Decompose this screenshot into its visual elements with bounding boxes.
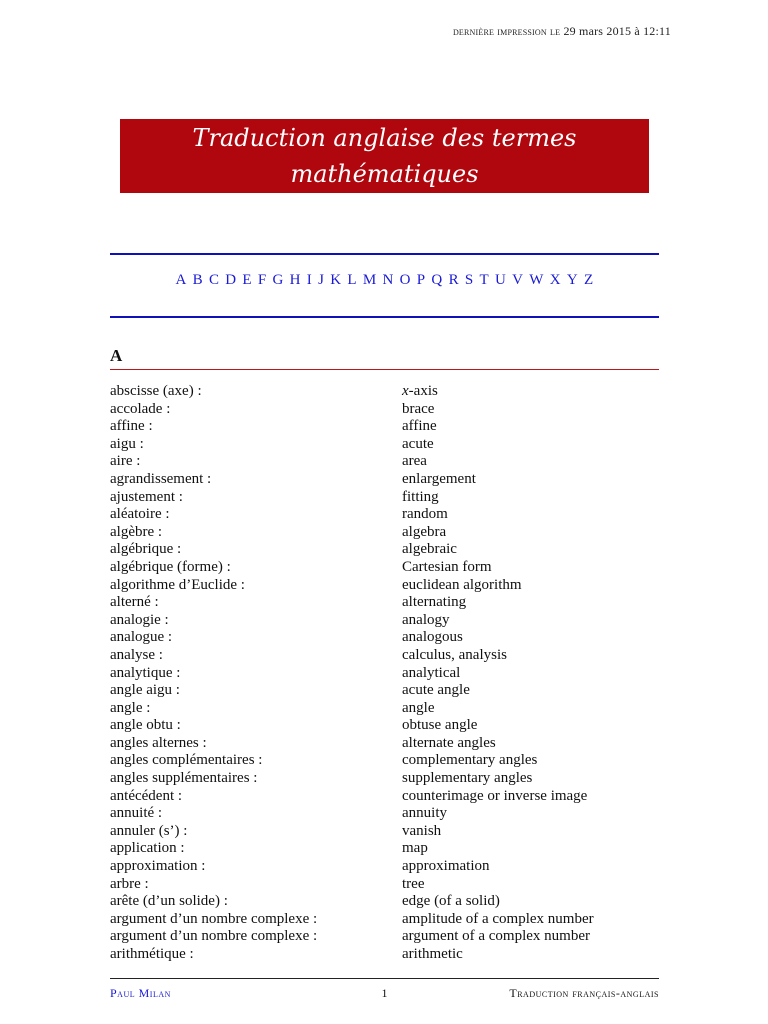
english-term: obtuse angle [402, 717, 478, 734]
glossary-entry [110, 612, 659, 630]
footer-author: Paul Milan [110, 986, 171, 1000]
french-term: aire : [110, 453, 141, 470]
english-term: Cartesian form [402, 558, 492, 575]
bottom-divider [110, 316, 659, 318]
french-term: approximation : [110, 858, 206, 875]
english-term: euclidean algorithm [402, 576, 522, 593]
english-term: vanish [402, 822, 442, 839]
alphabet-index [110, 272, 659, 289]
french-term: abscisse (axe) : [110, 383, 202, 399]
french-term: angle : [110, 699, 151, 716]
english-term: analogous [402, 629, 463, 646]
glossary-entry [110, 946, 659, 964]
glossary-entry [110, 735, 659, 753]
section-heading: A [110, 346, 123, 365]
english-term: area [402, 453, 427, 470]
glossary-entry [110, 453, 659, 471]
french-term: alterné : [110, 594, 159, 611]
french-term: angle aigu : [110, 682, 180, 699]
english-term: supplementary angles [402, 770, 533, 787]
french-term: angles alternes : [110, 734, 207, 751]
french-term: affine : [110, 418, 153, 435]
alphabet-link-o[interactable]: O [399, 272, 411, 288]
footer-rule [110, 978, 659, 979]
alphabet-link-a[interactable]: A [175, 272, 187, 288]
english-term: alternating [402, 594, 467, 611]
print-time: 12:11 [643, 24, 671, 38]
glossary-entry [110, 577, 659, 595]
english-term: acute angle [402, 682, 470, 699]
glossary-entry [110, 682, 659, 700]
glossary-entry [110, 524, 659, 542]
page-number: 1 [381, 986, 388, 1000]
alphabet-link-w[interactable]: W [529, 272, 544, 288]
alphabet-link-d[interactable]: D [225, 272, 237, 288]
glossary-entry [110, 717, 659, 735]
glossary-entry [110, 840, 659, 858]
french-term: analyse : [110, 646, 163, 663]
english-term: affine [402, 418, 437, 435]
french-term: accolade : [110, 400, 171, 417]
glossary-entry [110, 752, 659, 770]
glossary-entry [110, 629, 659, 647]
english-term: edge (of a solid) [402, 893, 500, 910]
english-term: random [402, 506, 448, 523]
english-term: counterimage or inverse image [402, 787, 588, 804]
english-term-text: -axis [408, 383, 438, 399]
print-date: 29 mars 2015 [563, 24, 632, 38]
print-at: à [634, 24, 640, 38]
glossary-entry [110, 489, 659, 507]
french-term: angle obtu : [110, 717, 181, 734]
english-term [402, 383, 659, 401]
document-title-banner [120, 119, 649, 193]
glossary-entry [110, 876, 659, 894]
french-term: algorithme d’Euclide : [110, 576, 245, 593]
glossary-entry [110, 665, 659, 683]
alphabet-link-v[interactable]: V [512, 272, 524, 288]
english-term: analogy [402, 611, 450, 628]
alphabet-link-z[interactable]: Z [584, 272, 594, 288]
alphabet-link-y[interactable]: Y [566, 272, 579, 288]
glossary-entry [110, 805, 659, 823]
glossary-entry [110, 700, 659, 718]
glossary-entry [110, 471, 659, 489]
english-term: complementary angles [402, 752, 538, 769]
alphabet-link-h[interactable]: H [289, 272, 301, 288]
footer-doc-title: Traduction français-anglais [509, 986, 659, 1000]
french-term: arbre : [110, 875, 149, 892]
french-term: analogue : [110, 629, 173, 646]
french-term: arithmétique : [110, 946, 194, 962]
english-term: analytical [402, 664, 461, 681]
english-term: algebra [402, 523, 447, 540]
glossary-entry [110, 506, 659, 524]
french-term: algébrique (forme) : [110, 558, 231, 575]
french-term: ajustement : [110, 488, 183, 505]
french-term: aigu : [110, 435, 144, 452]
title-line-2: mathématiques [290, 160, 479, 188]
alphabet-link-m[interactable]: M [362, 272, 377, 288]
alphabet-link-g[interactable]: G [272, 272, 284, 288]
english-term: fitting [402, 488, 439, 505]
glossary-entry [110, 893, 659, 911]
alphabet-link-l[interactable]: L [347, 272, 357, 288]
english-term: tree [402, 875, 425, 892]
math-variable: x [402, 383, 409, 399]
english-term: angle [402, 699, 435, 716]
french-term: analytique : [110, 664, 181, 681]
glossary-entry [110, 594, 659, 612]
alphabet-link-n[interactable]: N [382, 272, 394, 288]
print-label: dernière impression le [452, 24, 561, 38]
alphabet-link-f[interactable]: F [257, 272, 267, 288]
glossary-entry [110, 911, 659, 929]
glossary-entry [110, 770, 659, 788]
french-term: annuité : [110, 805, 163, 822]
alphabet-link-k[interactable]: K [330, 272, 342, 288]
glossary-entry [110, 401, 659, 419]
french-term: argument d’un nombre complexe : [110, 910, 318, 927]
english-term: enlargement [402, 470, 476, 487]
english-term: calculus, analysis [402, 646, 507, 663]
glossary-entry [110, 788, 659, 806]
french-term: analogie : [110, 611, 169, 628]
french-term: angles complémentaires : [110, 752, 263, 769]
french-term: agrandissement : [110, 470, 212, 487]
glossary-list [110, 383, 659, 964]
french-term: antécédent : [110, 787, 183, 804]
english-term: approximation [402, 858, 490, 875]
alphabet-link-t[interactable]: T [479, 272, 489, 288]
top-divider [110, 253, 659, 255]
alphabet-link-p[interactable]: P [416, 272, 426, 288]
glossary-entry [110, 383, 659, 401]
english-term: arithmetic [402, 946, 463, 962]
alphabet-link-r[interactable]: R [448, 272, 459, 288]
alphabet-link-q[interactable]: Q [431, 272, 443, 288]
alphabet-link-s[interactable]: S [464, 272, 474, 288]
french-term: algébrique : [110, 541, 182, 558]
french-term: algèbre : [110, 523, 163, 540]
glossary-entry [110, 858, 659, 876]
english-term: annuity [402, 805, 447, 822]
alphabet-link-e[interactable]: E [242, 272, 252, 288]
alphabet-link-c[interactable]: C [208, 272, 220, 288]
alphabet-link-j[interactable]: J [318, 272, 325, 288]
glossary-entry [110, 418, 659, 436]
glossary-entry [110, 541, 659, 559]
glossary-entry [110, 928, 659, 946]
alphabet-link-x[interactable]: X [549, 272, 561, 288]
glossary-entry [110, 823, 659, 841]
english-term: algebraic [402, 541, 457, 558]
english-term: acute [402, 435, 434, 452]
alphabet-link-i[interactable]: I [306, 272, 313, 288]
english-term: map [402, 840, 428, 857]
english-term: brace [402, 400, 435, 417]
english-term: argument of a complex number [402, 928, 590, 945]
french-term: angles supplémentaires : [110, 770, 258, 787]
print-date-header [453, 24, 671, 39]
alphabet-link-u[interactable]: U [495, 272, 507, 288]
alphabet-link-b[interactable]: B [192, 272, 203, 288]
section-underline [110, 369, 659, 370]
french-term: aléatoire : [110, 506, 170, 523]
english-term: amplitude of a complex number [402, 910, 594, 927]
glossary-entry [110, 647, 659, 665]
french-term: application : [110, 840, 185, 857]
title-line-1: Traduction anglaise des termes [192, 124, 577, 152]
english-term: alternate angles [402, 734, 496, 751]
french-term: arête (d’un solide) : [110, 893, 228, 910]
french-term: annuler (s’) : [110, 822, 188, 839]
french-term: argument d’un nombre complexe : [110, 928, 318, 945]
glossary-entry [110, 559, 659, 577]
glossary-entry [110, 436, 659, 454]
